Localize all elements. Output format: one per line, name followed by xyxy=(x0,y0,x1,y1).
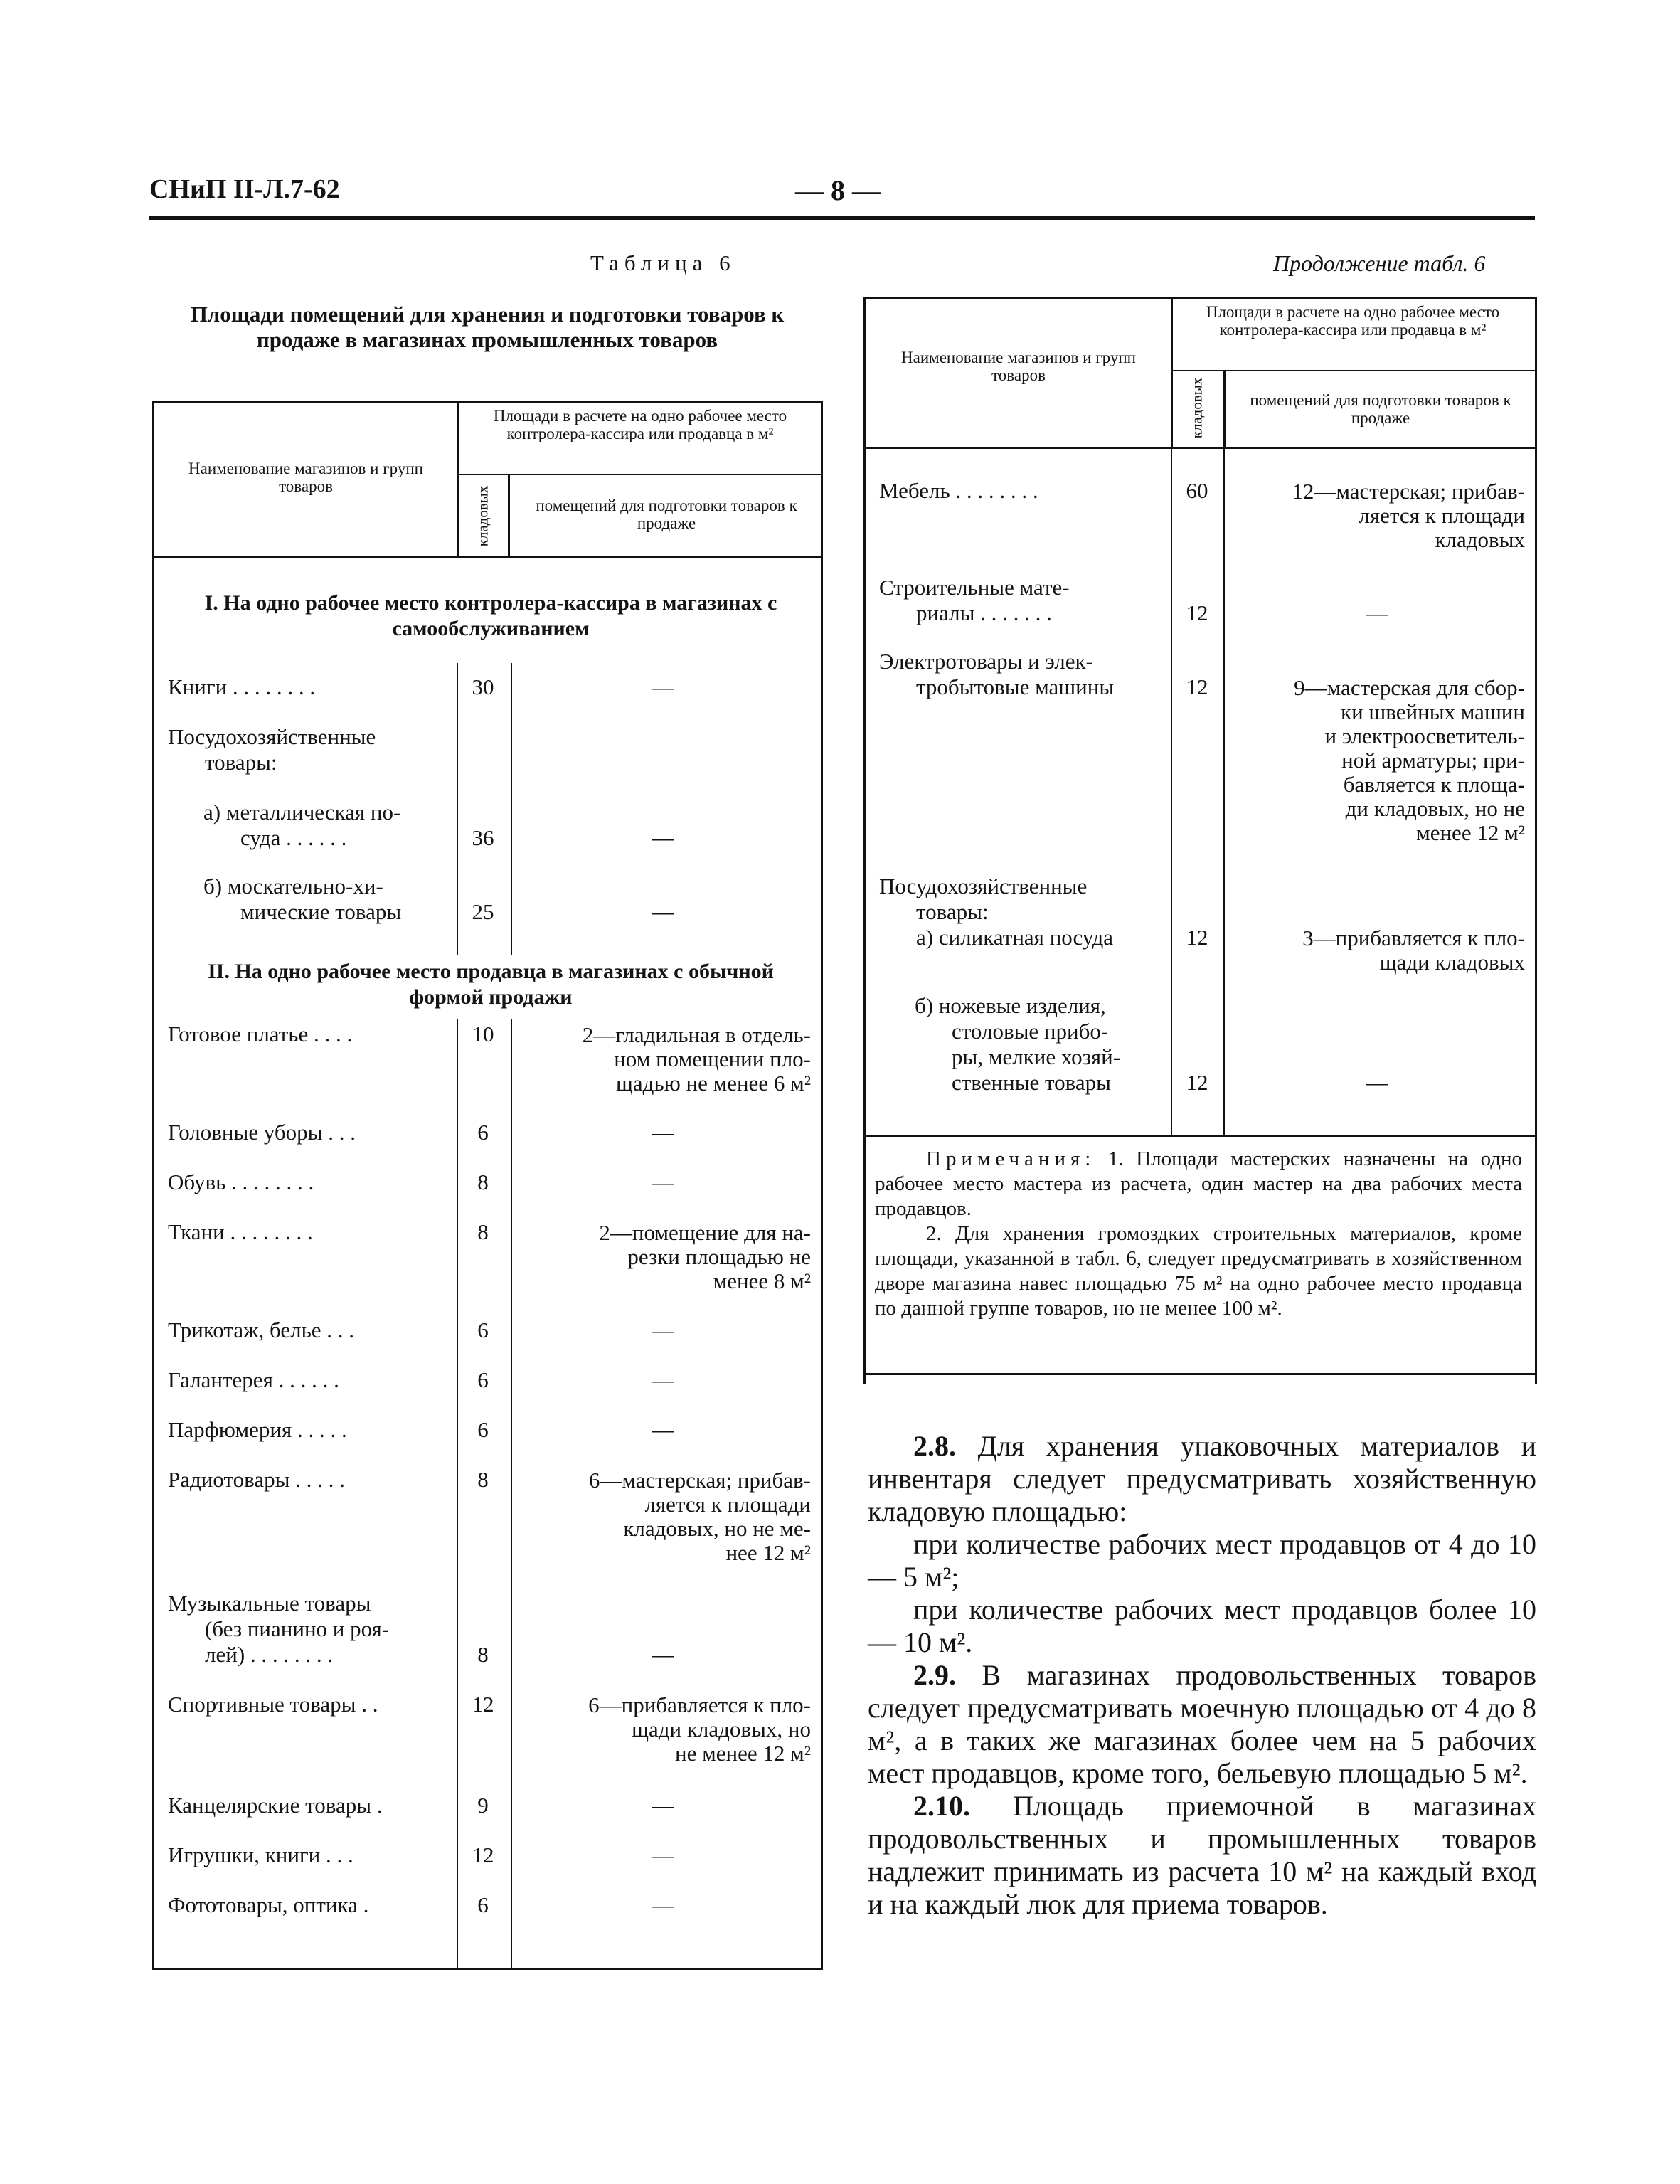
continuation-label: Продолжение табл. 6 xyxy=(1273,250,1486,276)
table-notes: Примечания: 1. Площади мастерских назначены на одно рабочее место мастера из расчета, один мастер на два рабочих места продавцов. 2. Для хранения громоздких строительных материалов, кроме площади, указанной в табл. 6, следует предусматривать в хозяйственном дворе магазина навес площадью 75 м² на одно рабочее место продавца по данной группе товаров, но не менее 100 м². xyxy=(875,1147,1523,1320)
col-prep-header: помещений для подготовки товаров к продаже xyxy=(1250,391,1511,427)
document-code: СНиП II-Л.7-62 xyxy=(149,174,340,204)
col-group-header: Площади в расчете на одно рабочее место контролера-кассира или продавца в м² xyxy=(1206,303,1500,339)
table-row: б) москательно-хи- мические товары xyxy=(203,874,402,924)
header-rule xyxy=(149,216,1535,220)
col-name-header: Наименование магазинов и групп товаров xyxy=(901,349,1136,384)
table-row: Посудохозяйственные товары: xyxy=(168,724,376,775)
page-number: — 8 — xyxy=(795,174,881,206)
section-1-heading: I. На одно рабочее место контролера-кассира в магазинах с самообслуживанием xyxy=(204,591,777,640)
body-text: 2.8. Для хранения упаковочных материалов и инвентаря следует предусматривать хозяйственную кладовую площадью: при количестве рабочих мест продавцов от 4 до 10 — 5 м²; при количестве рабочих мест продавцов более 10 — 10 м². 2.9. В магазинах продовольственных товаров следует предусматривать моечную площадью от 4 до 8 м², а в таких же магазинах более чем на 5 рабочих мест продавцов, кроме того, бельевую площадью 5 м². 2.10. Площадь приемочной в магазинах продовольственных и промышленных товаров надлежит принимать из расчета 10 м² на каждый вход и на каждый люк для приема товаров. xyxy=(868,1430,1537,1920)
table-row: Строительные мате- риалы . . . . . . . xyxy=(879,575,1070,625)
col-name-header: Наименование магазинов и групп товаров xyxy=(188,460,423,495)
notes-heading: Примечания: xyxy=(926,1147,1096,1170)
table-row: Музыкальные товары (без пианино и роя- лей) . . . . . . . . xyxy=(168,1591,390,1667)
section-2-heading: II. На одно рабочее место продавца в магазинах с обычной формой продажи xyxy=(208,960,774,1009)
col-prep-header: помещений для подготовки товаров к продаже xyxy=(536,497,797,532)
table-row: Электротовары и элек- тробытовые машины xyxy=(879,649,1115,699)
col-storage-header: кладовых xyxy=(474,485,491,547)
table-title: Площади помещений для хранения и подготовки товаров к продаже в магазинах промышленных товаров xyxy=(190,302,785,352)
table-row: Посудохозяйственные товары: а) силикатная посуда xyxy=(879,874,1113,950)
table-row: б) ножевые изделия, столовые прибо- ры, мелкие хозяй- ственные товары xyxy=(915,993,1121,1095)
col-group-header: Площади в расчете на одно рабочее место контролера-кассира или продавца в м² xyxy=(493,407,787,442)
table-row: а) металлическая по- суда . . . . . . xyxy=(203,800,401,850)
col-storage-header: кладовых xyxy=(1188,377,1206,439)
table-label: Таблица 6 xyxy=(590,250,736,275)
